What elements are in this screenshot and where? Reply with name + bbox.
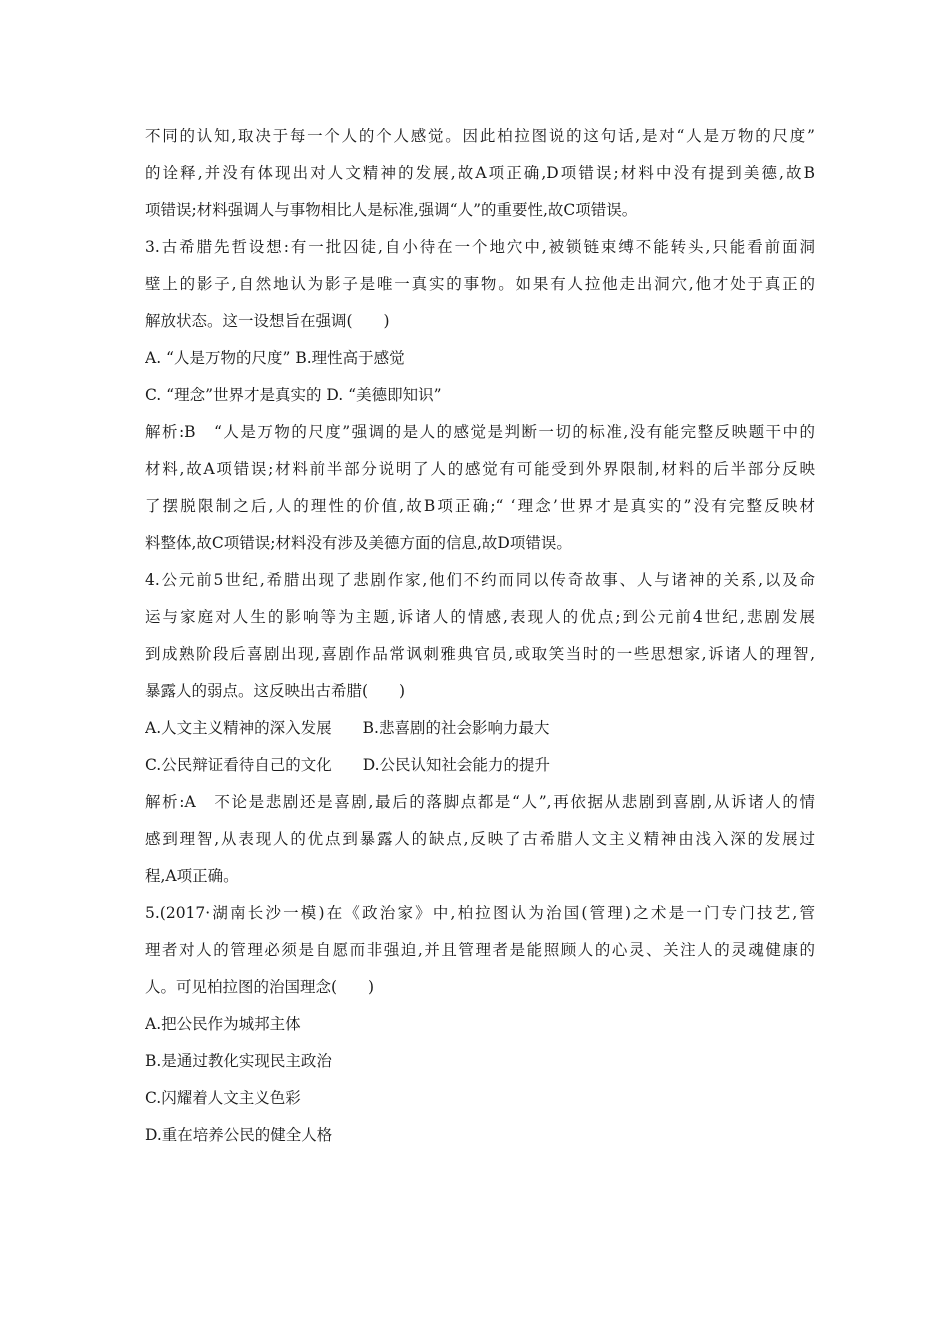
analysis-line: 解析:B “人是万物的尺度”强调的是人的感觉是判断一切的标准,没有能完整反映题干中的 [145,423,815,441]
analysis-line: 感到理智,从表现人的优点到暴露人的缺点,反映了古希腊人文主义精神由浅入深的发展过 [145,830,815,848]
analysis-line: 解析:A 不论是悲剧还是喜剧,最后的落脚点都是“人”,再依据从悲剧到喜剧,从诉诸人的情 [145,793,815,811]
question-stem-line: 到成熟阶段后喜剧出现,喜剧作品常讽刺雅典官员,或取笑当时的一些思想家,诉诸人的理智, [145,645,815,663]
option-line: A.人文主义精神的深入发展 B.悲喜剧的社会影响力最大 [145,719,550,737]
option-b: B.是通过教化实现民主政治 [145,1052,332,1070]
analysis-line: 料整体,故C项错误;材料没有涉及美德方面的信息,故D项错误。 [145,534,572,552]
option-c: C.闪耀着人文主义色彩 [145,1089,301,1107]
text-line: 项错误;材料强调人与事物相比人是标准,强调“人”的重要性,故C项错误。 [145,201,638,219]
text-line: 不同的认知,取决于每一个人的个人感觉。因此柏拉图说的这句话,是对“人是万物的尺度” [145,127,815,145]
q2-analysis-continuation [145,118,815,229]
option-a: A.把公民作为城邦主体 [145,1015,301,1033]
question-stem-line: 解放状态。这一设想旨在强调( ) [145,312,390,330]
text-line: 的诠释,并没有体现出对人文精神的发展,故A项正确,D项错误;材料中没有提到美德,故B [145,164,815,182]
question-stem-line: 5.(2017·湖南长沙一模)在《政治家》中,柏拉图认为治国(管理)之术是一门专门技艺,管 [145,904,815,922]
question-stem-line: 壁上的影子,自然地认为影子是唯一真实的事物。如果有人拉他走出洞穴,他才处于真正的 [145,275,815,293]
question-stem-line: 3.古希腊先哲设想:有一批囚徒,自小待在一个地穴中,被锁链束缚不能转头,只能看前面洞 [145,238,815,256]
option-line: A. “人是万物的尺度” B.理性高于感觉 [145,349,405,367]
option-line: C.公民辩证看待自己的文化 D.公民认知社会能力的提升 [145,756,551,774]
question-4 [145,562,815,895]
option-d: D.重在培养公民的健全人格 [145,1126,333,1144]
analysis-line: 程,A项正确。 [145,867,239,885]
question-stem-line: 4.公元前5世纪,希腊出现了悲剧作家,他们不约而同以传奇故事、人与诸神的关系,以及命 [145,571,815,589]
question-stem-line: 暴露人的弱点。这反映出古希腊( ) [145,682,406,700]
document-page [145,118,815,1154]
analysis-line: 了摆脱限制之后,人的理性的价值,故B项正确;“ ‘理念’世界才是真实的”没有完整反映材 [145,497,815,515]
question-5 [145,895,815,1154]
question-3 [145,229,815,562]
option-line: C. “理念”世界才是真实的 D. “美德即知识” [145,386,442,404]
question-stem-line: 运与家庭对人生的影响等为主题,诉诸人的情感,表现人的优点;到公元前4世纪,悲剧发展 [145,608,815,626]
question-stem-line: 人。可见柏拉图的治国理念( ) [145,978,375,996]
analysis-line: 材料,故A项错误;材料前半部分说明了人的感觉有可能受到外界限制,材料的后半部分反映 [145,460,815,478]
question-stem-line: 理者对人的管理必须是自愿而非强迫,并且管理者是能照顾人的心灵、关注人的灵魂健康的 [145,941,815,959]
